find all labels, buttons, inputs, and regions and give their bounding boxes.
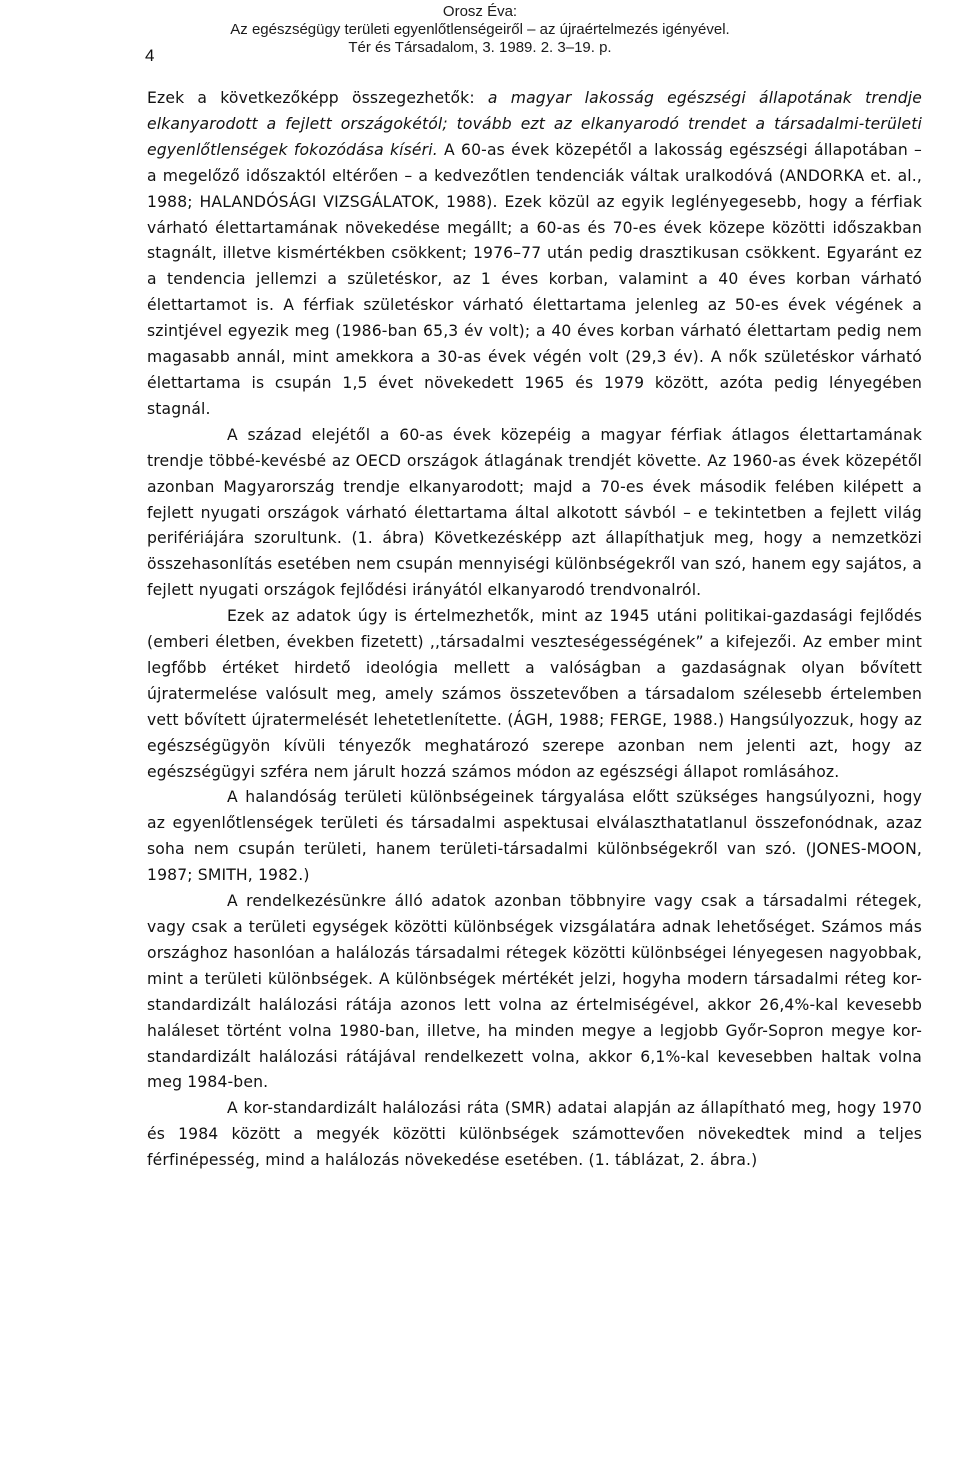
header-author: Orosz Éva: xyxy=(442,3,518,20)
paragraph-5: A rendelkezésünkre álló adatok azonban többnyire vagy csak a társadalmi rétegek, vagy csak a területi egységek közötti különbségek vizsgálatára adnak lehetőséget. Számos más országhoz hasonlóan a halálozás társadalmi rétegek közötti különbségei lényegesen nagyobbak, mint a területi különbségek. A különbségek mértékét jelzi, hogyha modern társadalmi réteg kor-standardizált halálozási rátája azonos lett volna az értelmiségével, akkor 26,4%-kal kevesebb haláleset történt volna 1980-ban, illetve, ha minden megye a legjobb Győr-Sopron megye kor-standardizált halálozási rátájával rendelkezett volna, akkor 6,1%-kal kevesebben haltak volna meg 1984-ben. xyxy=(147,892,922,1092)
paragraph-1-emphasis: a magyar lakosság egészségi állapotának trendje elkanyarodott a fejlett országokétól; tovább ezt az elkanyarodó trendet a társadalmi-területi egyenlőtlenségek fokozódása kíséri. xyxy=(147,89,923,159)
article-body xyxy=(147,86,922,1174)
paragraph-1 xyxy=(147,86,922,423)
paragraph-4: A halandóság területi különbségeinek tárgyalása előtt szükséges hangsúlyozni, hogy az egyenlőtlenségek területi és társadalmi aspektusai elválaszthatatlanul összefonódnak, azaz soha nem csupán területi, hanem területi-társadalmi különbségekről van szó. (JONES-MOON, 1987; SMITH, 1982.) xyxy=(147,788,922,885)
paragraph-3: Ezek az adatok úgy is értelmezhetők, mint az 1945 utáni politikai-gazdasági fejlődés (emberi életben, években fizetett) ,,társadalmi veszteségességének” a kifejezői. Az ember mint legfőbb értéket hirdető ideológia mellett a valóságban a gazdaságnak olyan bővített újratermelése valósult meg, amely számos összetevőben a társadalom szélesebb értelemben vett bővített újratermelését lehetetlenítette. (ÁGH, 1988; FERGE, 1988.) Hangsúlyozzuk, hogy az egészségügyön kívüli tényezők meghatározó szerepe azonban nem jelenti azt, hogy az egészségügyi szféra nem járult hozzá számos módon az egészségi állapot romlásához. xyxy=(147,607,922,781)
paragraph-1-rest: A 60-as évek közepétől a lakosság egészségi állapotában – a megelőző időszaktól eltérően – a kedvezőtlen tendenciák váltak uralkodóvá (ANDORKA et. al., 1988; HALANDÓSÁGI VIZSGÁLATOK, 1988). Ezek közül az egyik leglényegesebb, hogy a férfiak várható élettartamának növekedése megállt; a 60-as és 70-es évek közepe közötti időszakban stagnált, illetve kismértékben csökkent; 1976–77 után pedig drasztikusan csökkent. Egyaránt ez a tendencia jellemzi a születéskor, az 1 éves korban, valamint a 40 éves korban várható élettartamot is. A férfiak születéskor várható élettartama jelenleg az 50-es évek végének a szintjével egyezik meg (1986-ban 65,3 év volt); a 40 éves korban várható élettartam pedig nem magasabb annál, mint amekkora a 30-as évek végén volt (29,3 év). A nők születéskor várható élettartama is csupán 1,5 évet növekedett 1965 és 1979 között, azóta pedig lényegében stagnál. xyxy=(147,140,923,418)
paragraph-6: A kor-standardizált halálozási ráta (SMR) adatai alapján az állapítható meg, hogy 1970 és 1984 között a megyék közötti különbségek számottevően növekedtek mind a teljes férfinépesség, mind a halálozás növekedése esetében. (1. táblázat, 2. ábra.) xyxy=(147,1099,922,1170)
page-number: 4 xyxy=(145,46,155,65)
paragraph-2: A század elejétől a 60-as évek közepéig a magyar férfiak átlagos élettartamának trendje többé-kevésbé az OECD országok átlagának trendjét követte. Az 1960-as évek közepétől azonban Magyarország trendje elkanyarodott; majd a 70-es évek második felében kilépett a fejlett nyugati országok várható élettartama által alkotott sávból – e tekintetben a fejlett világ perifériájára szorultunk. (1. ábra) Következésképp azt állapíthatjuk meg, hogy a nemzetközi összehasonlítás esetében nem csupán mennyiségi különbségekről van szó, hanem egy sajátos, a fejlett nyugati országok fejlődési irányától elkanyarodó trendvonalról. xyxy=(147,425,923,600)
header-source: Tér és Társadalom, 3. 1989. 2. 3–19. p. xyxy=(348,39,612,56)
header-title: Az egészségügy területi egyenlőtlenségeiről – az újraértelmezés igényével. xyxy=(230,21,730,38)
paragraph-1-lead: Ezek a következőképp összegezhetők: xyxy=(147,89,488,107)
running-header xyxy=(0,3,960,57)
